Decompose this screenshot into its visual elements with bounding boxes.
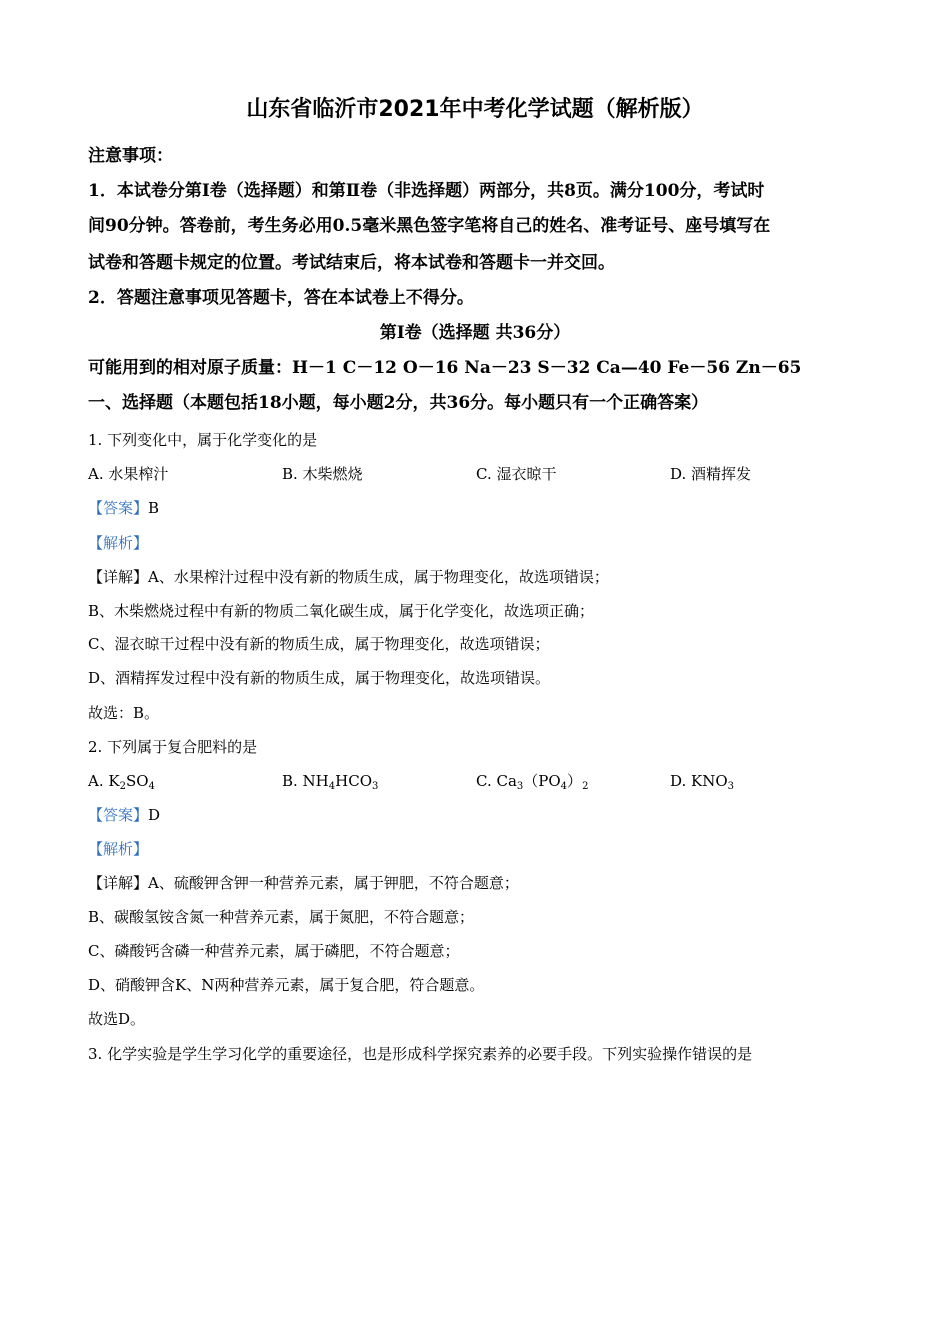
part-heading: 一、选择题（本题包括18小题，每小题2分，共36分。每小题只有一个正确答案）	[88, 393, 709, 413]
q3-stem: 3. 化学实验是学生学习化学的重要途径，也是形成科学探究素养的必要手段。下列实验操作错误的是	[88, 1045, 753, 1063]
q1-option-a: A. 水果榨汁	[88, 465, 169, 483]
q2-option-b: B. $NH_4HCO_3$	[282, 772, 379, 792]
page-title: 山东省临沂市2021年中考化学试题（解析版）	[246, 97, 704, 122]
q1-answer-value: B	[148, 499, 160, 517]
section-title: 第Ⅰ卷（选择题 共36分）	[379, 323, 571, 343]
q1-detail-4: D、酒精挥发过程中没有新的物质生成，属于物理变化，故选项错误。	[88, 669, 551, 687]
q2-conclusion: 故选D。	[88, 1010, 146, 1028]
q2-stem: 2. 下列属于复合肥料的是	[88, 738, 258, 756]
q2-option-d: D. $KNO_3$	[670, 772, 735, 792]
q2-detail-4: D、硝酸钾含K、N两种营养元素，属于复合肥，符合题意。	[88, 976, 485, 994]
notice-line-2: 间90分钟。答卷前，考生务必用0.5毫米黑色签字笔将自己的姓名、准考证号、座号填写在	[88, 216, 771, 236]
notice-line-1: 1．本试卷分第Ⅰ卷（选择题）和第Ⅱ卷（非选择题）两部分，共8页。满分100分，考试时	[88, 181, 765, 201]
q2-analysis-label: 【解析】	[88, 840, 149, 858]
q2-answer-value: D	[148, 806, 161, 824]
q1-option-c: C. 湿衣晾干	[476, 465, 557, 483]
q1-option-b: B. 木柴燃烧	[282, 465, 363, 483]
answer-label: 【答案】	[88, 499, 149, 517]
q2-answer-row	[88, 805, 160, 825]
q1-detail-2: B、木柴燃烧过程中有新的物质二氧化碳生成，属于化学变化，故选项正确；	[88, 602, 595, 620]
answer-label: 【答案】	[88, 806, 149, 824]
q1-detail-1: 【详解】A、水果榨汁过程中没有新的物质生成，属于物理变化，故选项错误；	[88, 568, 609, 586]
q1-answer-row	[88, 498, 159, 518]
q1-conclusion: 故选：B。	[88, 704, 160, 722]
q2-detail-2: B、碳酸氢铵含氮一种营养元素，属于氮肥，不符合题意；	[88, 908, 475, 926]
q1-detail-3: C、湿衣晾干过程中没有新的物质生成，属于物理变化，故选项错误；	[88, 635, 550, 653]
q1-option-d: D. 酒精挥发	[670, 465, 752, 483]
q1-analysis-label: 【解析】	[88, 534, 149, 552]
q2-option-a: A. $K_2SO_4$	[88, 772, 155, 792]
q2-option-c: C. $Ca_3(PO_4)_2$	[476, 772, 589, 792]
q2-detail-3: C、磷酸钙含磷一种营养元素，属于磷肥，不符合题意；	[88, 942, 460, 960]
notice-heading: 注意事项：	[88, 146, 173, 166]
notice-line-4: 2．答题注意事项见答题卡，答在本试卷上不得分。	[88, 288, 474, 308]
atomic-mass-line: 可能用到的相对原子质量：H－1 C－12 O－16 Na－23 S－32 Ca—40 Fe－56 Zn－65	[88, 358, 802, 378]
notice-line-3: 试卷和答题卡规定的位置。考试结束后，将本试卷和答题卡一并交回。	[88, 253, 615, 273]
q2-detail-1: 【详解】A、硫酸钾含钾一种营养元素，属于钾肥，不符合题意；	[88, 874, 519, 892]
q1-stem: 1. 下列变化中，属于化学变化的是	[88, 431, 318, 449]
